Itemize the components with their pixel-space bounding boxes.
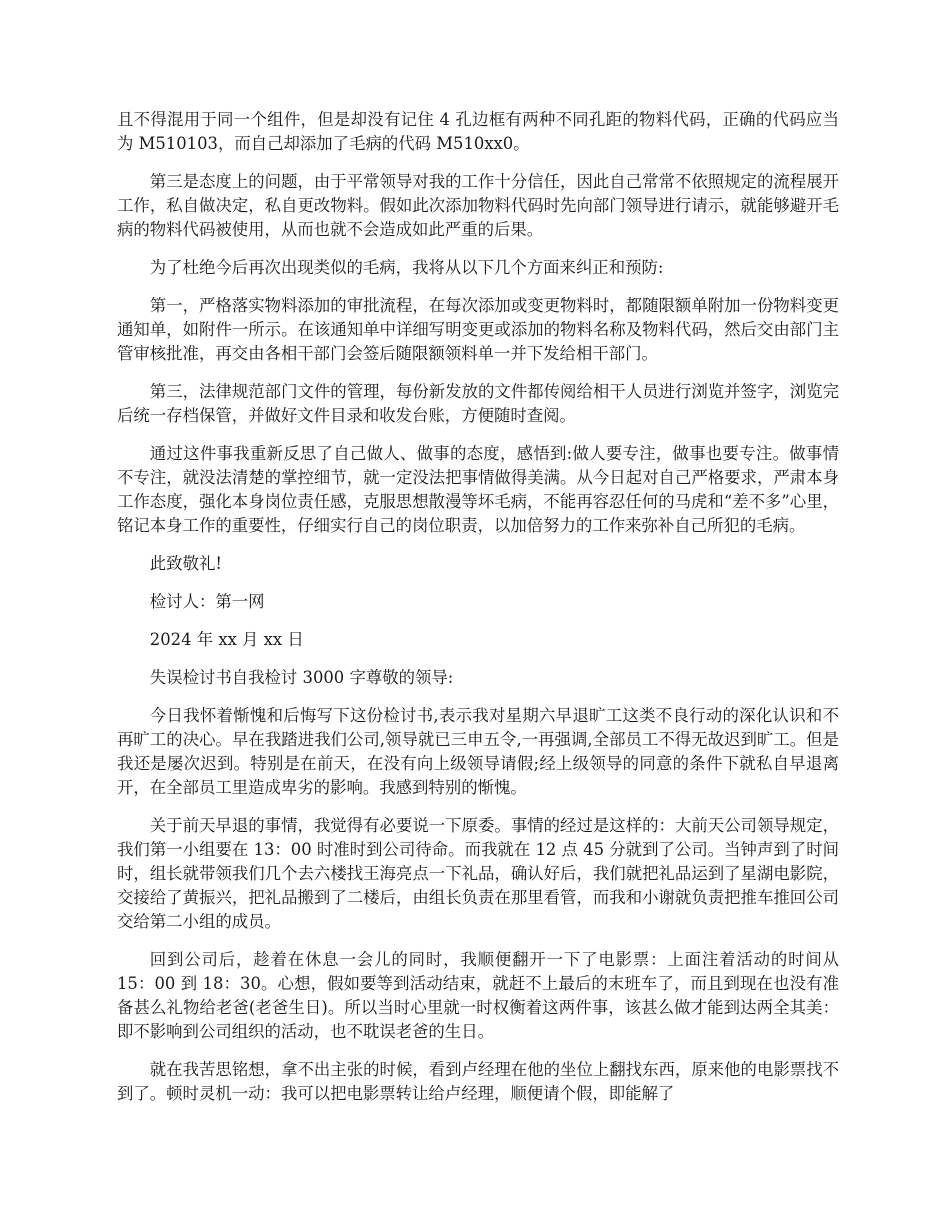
closing-salutation: 此致敬礼! [149, 554, 222, 573]
paragraph-background: 关于前天早退的事情，我觉得有必要说一下原委。事情的经过是这样的：大前天公司领导规定，我们第一小组要在 13：00 时准时到公司待命。而我就在 12 点 45 分就到了公司。当钟声到了时间时，组长就带领我们几个去六楼找王海亮点一下礼品，确认好后，我们就把礼品运到了星湖电影院，交接给了黄振兴，把礼品搬到了二楼后，由组长负责在那里看管，而我和小谢就负责把推车推回公司交给第二小组的成员。 [117, 816, 839, 931]
paragraph-continuation: 且不得混用于同一个组件，但是却没有记住 4 孔边框有两种不同孔距的物料代码，正确的代码应当为 M510103，而自己却添加了毛病的代码 M510xx0。 [117, 110, 839, 153]
paragraph-approval-process: 第一，严格落实物料添加的审批流程，在每次添加或变更物料时，都随限额单附加一份物料变更通知单，如附件一所示。在该通知单中详细写明变更或添加的物料名称及物料代码，然后交由部门主管审核批准，再交由各相干部门会签后随限额领料单一并下发给相干部门。 [117, 296, 839, 363]
paragraph-reflection: 通过这件事我重新反思了自己做人、做事的态度，感悟到:做人要专注，做事也要专注。做事情不专注，就没法清楚的掌控细节，就一定没法把事情做得美满。从今日起对自己严格要求，严肃本身工作态度，强化本身岗位责任感，克服思想散漫等坏毛病，不能再容忍任何的马虎和“差不多”心里，铭记本身工作的重要性，仔细实行自己的岗位职责，以加倍努力的工作来弥补自己所犯的毛病。 [117, 444, 839, 535]
document-page [117, 108, 839, 1120]
date-line: 2024 年 xx 月 xx 日 [149, 630, 304, 649]
signature-line: 检讨人：第一网 [149, 592, 265, 611]
paragraph-attitude-issue: 第三是态度上的问题，由于平常领导对我的工作十分信任，因此自己常常不依照规定的流程展开工作，私自做决定，私自更改物料。假如此次添加物料代码时先向部门领导进行请示，就能够避开毛病的物料代码被使用，从而也就不会造成如此严重的后果。 [117, 172, 839, 239]
paragraph-prevention-intro: 为了杜绝今后再次出现类似的毛病，我将从以下几个方面来纠正和预防: [149, 258, 664, 277]
paragraph-document-management: 第三，法律规范部门文件的管理，每份新发放的文件都传阅给相干人员进行浏览并签字，浏览完后统一存档保管，并做好文件目录和收发台账，方便随时查阅。 [117, 382, 839, 425]
paragraph-apology: 今日我怀着惭愧和后悔写下这份检讨书,表示我对星期六早退旷工这类不良行动的深化认识和不再旷工的决心。早在我踏进我们公司,领导就已三申五令,一再强调,全部员工不得无故迟到旷工。但是我还是屡次迟到。特别是在前天，在没有向上级领导请假;经上级领导的同意的条件下就私自早退离开，在全部员工里造成卑劣的影响。我感到特别的惭愧。 [117, 706, 839, 797]
paragraph-idea: 就在我苦思铭想，拿不出主张的时候，看到卢经理在他的坐位上翻找东西，原来他的电影票找不到了。顿时灵机一动：我可以把电影票转让给卢经理，顺便请个假，即能解了 [117, 1060, 839, 1103]
section-heading: 失误检讨书自我检讨 3000 字尊敬的领导: [149, 668, 454, 687]
paragraph-return-to-office: 回到公司后，趁着在休息一会儿的同时，我顺便翻开一下了电影票：上面注着活动的时间从 15：00 到 18：30。心想，假如要等到活动结束，就赶不上最后的末班车了，而且到现在也没有准备甚么礼物给老爸(老爸生日)。所以当时心里就一时权衡着这两件事，该甚么做才能到达两全其美：即不影响到公司组织的活动，也不耽误老爸的生日。 [117, 950, 839, 1041]
